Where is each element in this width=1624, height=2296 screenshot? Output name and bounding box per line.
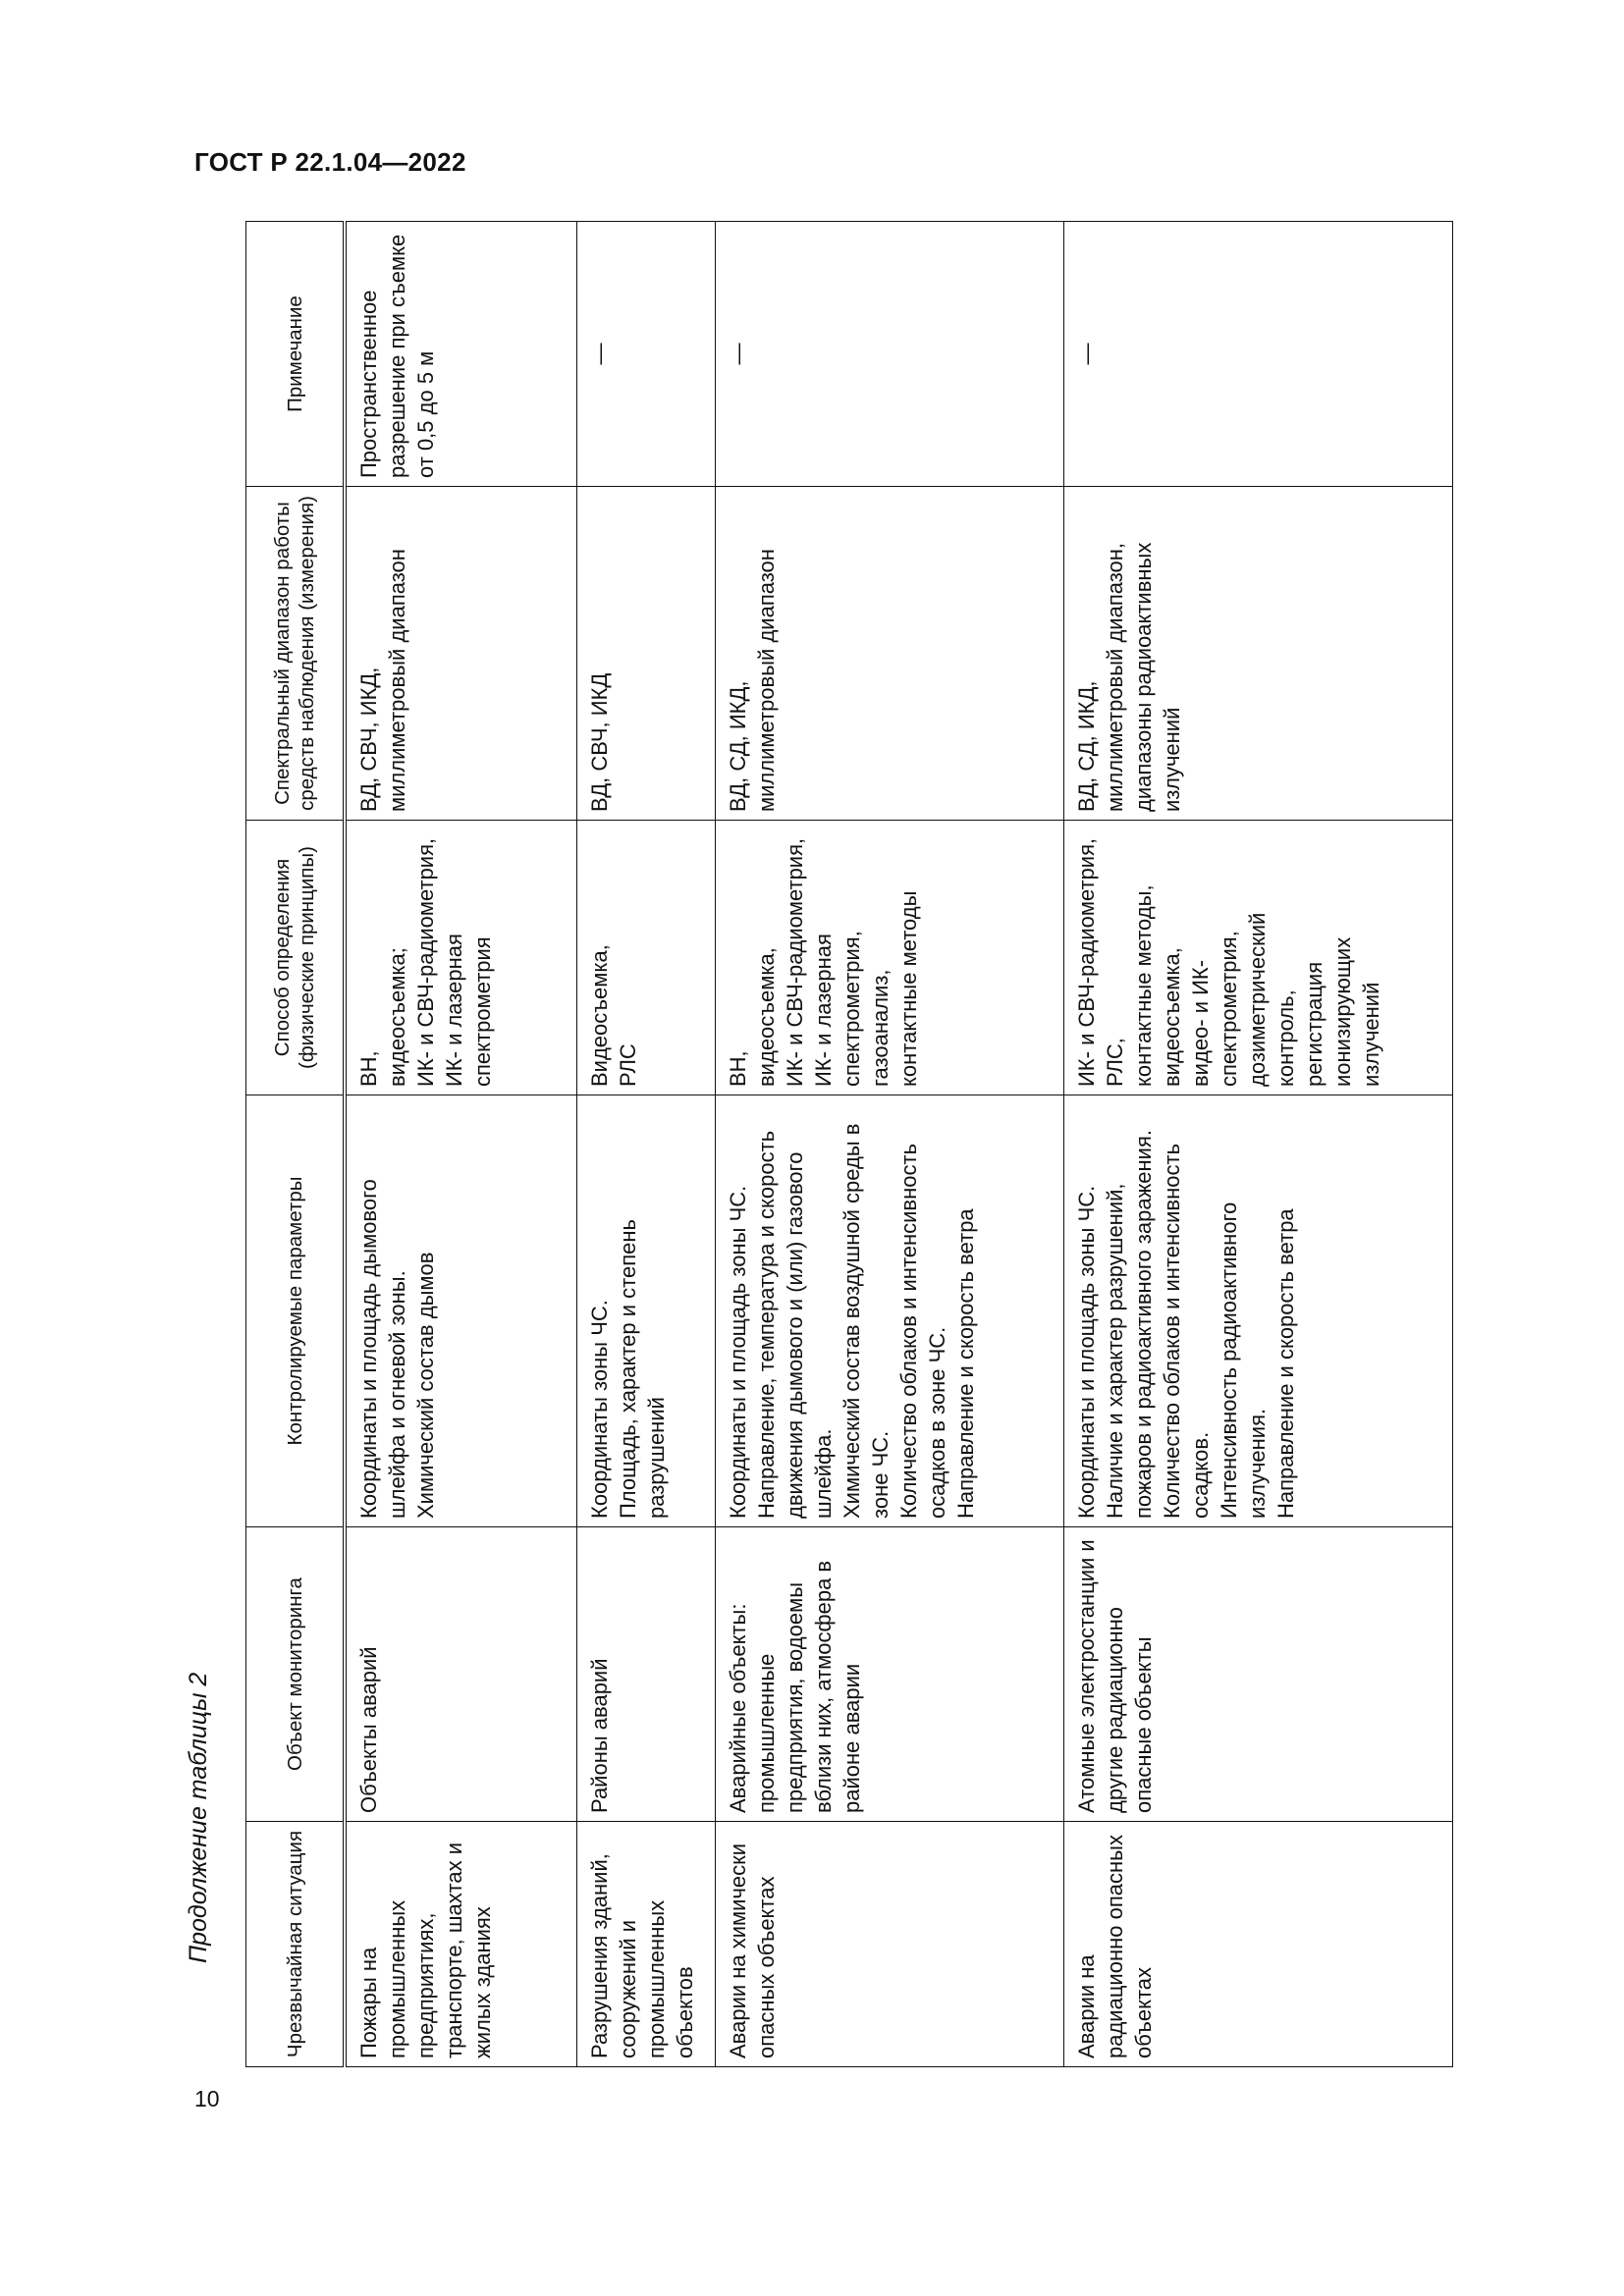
cell-object: Районы аварий	[577, 1527, 716, 1822]
cell-note: —	[1064, 222, 1453, 487]
table-caption: Продолжение таблицы 2	[185, 1672, 212, 1963]
cell-note: —	[716, 222, 1064, 487]
header-parameters: Контролируемые параметры	[246, 1095, 346, 1527]
cell-parameters: Координаты и площадь дымового шлейфа и огневой зоны. Химический состав дымов	[345, 1095, 576, 1527]
cell-situation: Разрушения зданий, сооружений и промышленных объектов	[577, 1822, 716, 2067]
cell-parameters: Координаты и площадь зоны ЧС. Наличие и характер разрушений, пожаров и радиоактивного заражения. Количество облаков и интенсивность осадков. Интенсивность радиоактивного излучения. Направление и скорость ветра	[1064, 1095, 1453, 1527]
header-note: Примечание	[246, 222, 346, 487]
table-row	[577, 222, 716, 2067]
header-object: Объект мониторинга	[246, 1527, 346, 1822]
cell-method: Видеосъемка, РЛС	[577, 821, 716, 1095]
table-row	[716, 222, 1064, 2067]
header-spectral: Спектральный диапазон работы средств наблюдения (измерения)	[246, 487, 346, 821]
rotated-table-container	[245, 222, 1453, 2067]
cell-method: ВН, видеосъемка; ИК- и СВЧ-радиометрия, ИК- и лазерная спектрометрия	[345, 821, 576, 1095]
table-row	[345, 222, 576, 2067]
table-row	[1064, 222, 1453, 2067]
cell-situation: Аварии на радиационно опасных объектах	[1064, 1822, 1453, 2067]
cell-note: Пространственное разрешение при съемке от 0,5 до 5 м	[345, 222, 576, 487]
cell-note: —	[577, 222, 716, 487]
page-number: 10	[194, 2086, 220, 2111]
cell-situation: Пожары на промышленных предприятиях, транспорте, шахтах и жилых зданиях	[345, 1822, 576, 2067]
cell-method: ИК- и СВЧ-радиометрия, РЛС, контактные методы, видеосъемка, видео- и ИК-спектрометрия, дозиметрический контроль, регистрация ионизирующих излучений	[1064, 821, 1453, 1095]
cell-situation: Аварии на химически опасных объектах	[716, 1822, 1064, 2067]
cell-object: Аварийные объекты: промышленные предприятия, водоемы вблизи них, атмосфера в районе аварии	[716, 1527, 1064, 1822]
cell-object: Объекты аварий	[345, 1527, 576, 1822]
cell-method: ВН, видеосъемка, ИК- и СВЧ-радиометрия, ИК- и лазерная спектрометрия, газоанализ, контактные методы	[716, 821, 1064, 1095]
header-method: Способ определения (физические принципы)	[246, 821, 346, 1095]
cell-parameters: Координаты и площадь зоны ЧС. Направление, температура и скорость движения дымового и (или) газового шлейфа. Химический состав воздушной среды в зоне ЧС. Количество облаков и интенсивность осадков в зоне ЧС. Направление и скорость ветра	[716, 1095, 1064, 1527]
cell-spectral: ВД, СД, ИКД, миллиметровый диапазон	[716, 487, 1064, 821]
cell-object: Атомные электростанции и другие радиационно опасные объекты	[1064, 1527, 1453, 1822]
cell-spectral: ВД, СВЧ, ИКД, миллиметровый диапазон	[345, 487, 576, 821]
document-header: ГОСТ Р 22.1.04—2022	[194, 147, 466, 177]
table-header-row	[246, 222, 346, 2067]
cell-spectral: ВД, СВЧ, ИКД	[577, 487, 716, 821]
header-situation: Чрезвычайная ситуация	[246, 1822, 346, 2067]
monitoring-table	[245, 221, 1453, 2067]
cell-spectral: ВД, СД, ИКД, миллиметровый диапазон, диапазоны радиоактивных излучений	[1064, 487, 1453, 821]
cell-parameters: Координаты зоны ЧС. Площадь, характер и степень разрушений	[577, 1095, 716, 1527]
